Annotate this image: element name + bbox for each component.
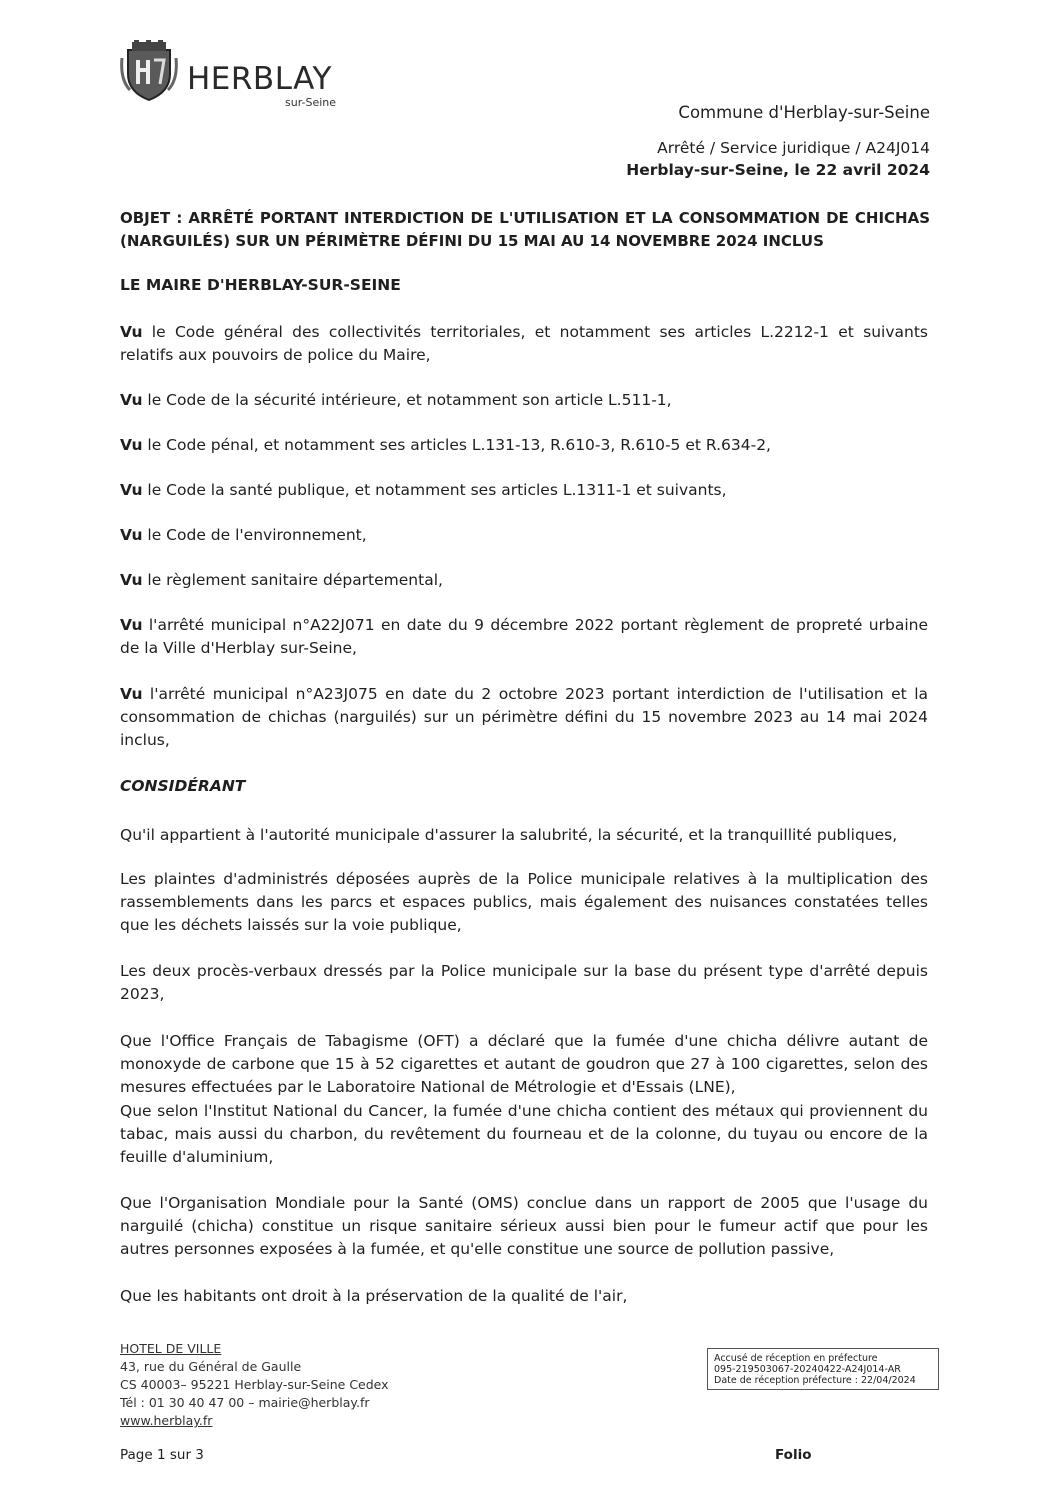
- logo-subtitle: sur-Seine: [285, 96, 337, 109]
- considerant-paragraph: Les plaintes d'administrés déposées auprès de la Police municipale relatives à la multiplication des rassemblements dans les parcs et espaces publics, mais également des nuisances constatées telles que les déchets laissés sur la voie publique,: [120, 870, 928, 934]
- address-line: CS 40003– 95221 Herblay-sur-Seine Cedex: [120, 1377, 389, 1392]
- logo-name: HERBLAY: [187, 61, 332, 97]
- vu-text: le Code pénal, et notamment ses articles L.131-13, R.610-3, R.610-5 et R.634-2,: [142, 436, 771, 454]
- stamp-line: Accusé de réception en préfecture: [714, 1353, 878, 1364]
- footer-address: [120, 1340, 389, 1430]
- address-line: 43, rue du Général de Gaulle: [120, 1359, 302, 1374]
- considerant-heading: CONSIDÉRANT: [120, 777, 246, 795]
- vu-prefix: Vu: [120, 571, 143, 589]
- vu-text: le Code de l'environnement,: [142, 526, 367, 544]
- vu-paragraph: [120, 569, 928, 592]
- considerant-paragraph: Que l'Office Français de Tabagisme (OFT) a déclaré que la fumée d'une chicha délivre autant de monoxyde de carbone que 15 à 52 cigarettes et autant de goudron que 27 à 100 cigarettes, selon des mesures effectuées par le Laboratoire National de Métrologie et d'Essais (LNE),: [120, 1032, 928, 1096]
- vu-prefix: Vu: [120, 481, 143, 499]
- contact-line: Tél : 01 30 40 47 00 – mairie@herblay.fr: [120, 1395, 370, 1410]
- page-number: Page 1 sur 3: [120, 1447, 204, 1463]
- herblay-logo: [115, 40, 365, 110]
- considerant-paragraph: Qu'il appartient à l'autorité municipale d'assurer la salubrité, la sécurité, et la tranquillité publiques,: [120, 826, 898, 844]
- considerant-paragraph: Que l'Organisation Mondiale pour la Santé (OMS) conclue dans un rapport de 2005 que l'usage du narguilé (chicha) constitue un risque sanitaire sérieux aussi bien pour le fumeur actif que pour les autres personnes exposées à la fumée, et qu'elle constitue une source de pollution passive,: [120, 1194, 928, 1258]
- vu-prefix: Vu: [120, 526, 143, 544]
- considerant-paragraph: Que les habitants ont droit à la préservation de la qualité de l'air,: [120, 1287, 628, 1305]
- city-crest-icon: [120, 40, 178, 102]
- website-link[interactable]: www.herblay.fr: [120, 1413, 213, 1428]
- vu-text: l'arrêté municipal n°A23J075 en date du 2 octobre 2023 portant interdiction de l'utilisation et la consommation de chichas (narguilés) sur un périmètre défini du 15 novembre 2023 au 14 mai 2024 inclus,: [120, 685, 928, 749]
- vu-prefix: Vu: [120, 685, 143, 703]
- stamp-line: 095-219503067-20240422-A24J014-AR: [714, 1364, 901, 1375]
- vu-prefix: Vu: [120, 436, 143, 454]
- vu-text: l'arrêté municipal n°A22J071 en date du 9 décembre 2022 portant règlement de propreté urbaine de la Ville d'Herblay sur-Seine,: [120, 616, 928, 657]
- vu-text: le règlement sanitaire départemental,: [142, 571, 443, 589]
- reference-line: Arrêté / Service juridique / A24J014: [657, 139, 930, 157]
- vu-prefix: Vu: [120, 391, 143, 409]
- stamp-line: Date de réception préfecture : 22/04/2024: [714, 1375, 916, 1386]
- vu-paragraph: [120, 524, 928, 547]
- hotel-de-ville-title: HOTEL DE VILLE: [120, 1341, 222, 1356]
- vu-prefix: Vu: [120, 323, 143, 341]
- vu-paragraph: [120, 389, 928, 412]
- maire-heading: LE MAIRE D'HERBLAY-SUR-SEINE: [120, 276, 401, 294]
- vu-paragraph: [120, 614, 928, 660]
- vu-text: le Code de la sécurité intérieure, et notamment son article L.511-1,: [142, 391, 672, 409]
- vu-paragraph: [120, 321, 928, 367]
- vu-paragraph: [120, 479, 928, 502]
- prefecture-receipt-stamp: [707, 1348, 939, 1390]
- commune-title: Commune d'Herblay-sur-Seine: [678, 103, 930, 122]
- vu-paragraph: [120, 434, 928, 457]
- vu-prefix: Vu: [120, 616, 143, 634]
- considerant-paragraph: Que selon l'Institut National du Cancer, la fumée d'une chicha contient des métaux qui proviennent du tabac, mais aussi du charbon, du revêtement du fourneau et de la colonne, du tuyau ou encore de la feuille d'aluminium,: [120, 1102, 928, 1166]
- vu-text: le Code général des collectivités territoriales, et notamment ses articles L.2212-1 et suivants relatifs aux pouvoirs de police du Maire,: [120, 323, 928, 364]
- folio-label: Folio: [775, 1447, 812, 1463]
- objet-heading: OBJET : ARRÊTÉ PORTANT INTERDICTION DE L'UTILISATION ET LA CONSOMMATION DE CHICHAS (NARGUILÉS) SUR UN PÉRIMÈTRE DÉFINI DU 15 MAI AU 14 NOVEMBRE 2024 INCLUS: [120, 209, 930, 250]
- vu-paragraph: [120, 683, 928, 752]
- vu-text: le Code la santé publique, et notamment ses articles L.1311-1 et suivants,: [142, 481, 727, 499]
- considerant-paragraph: Les deux procès-verbaux dressés par la Police municipale sur la base du présent type d'arrêté depuis 2023,: [120, 962, 928, 1003]
- date-line: Herblay-sur-Seine, le 22 avril 2024: [626, 161, 930, 179]
